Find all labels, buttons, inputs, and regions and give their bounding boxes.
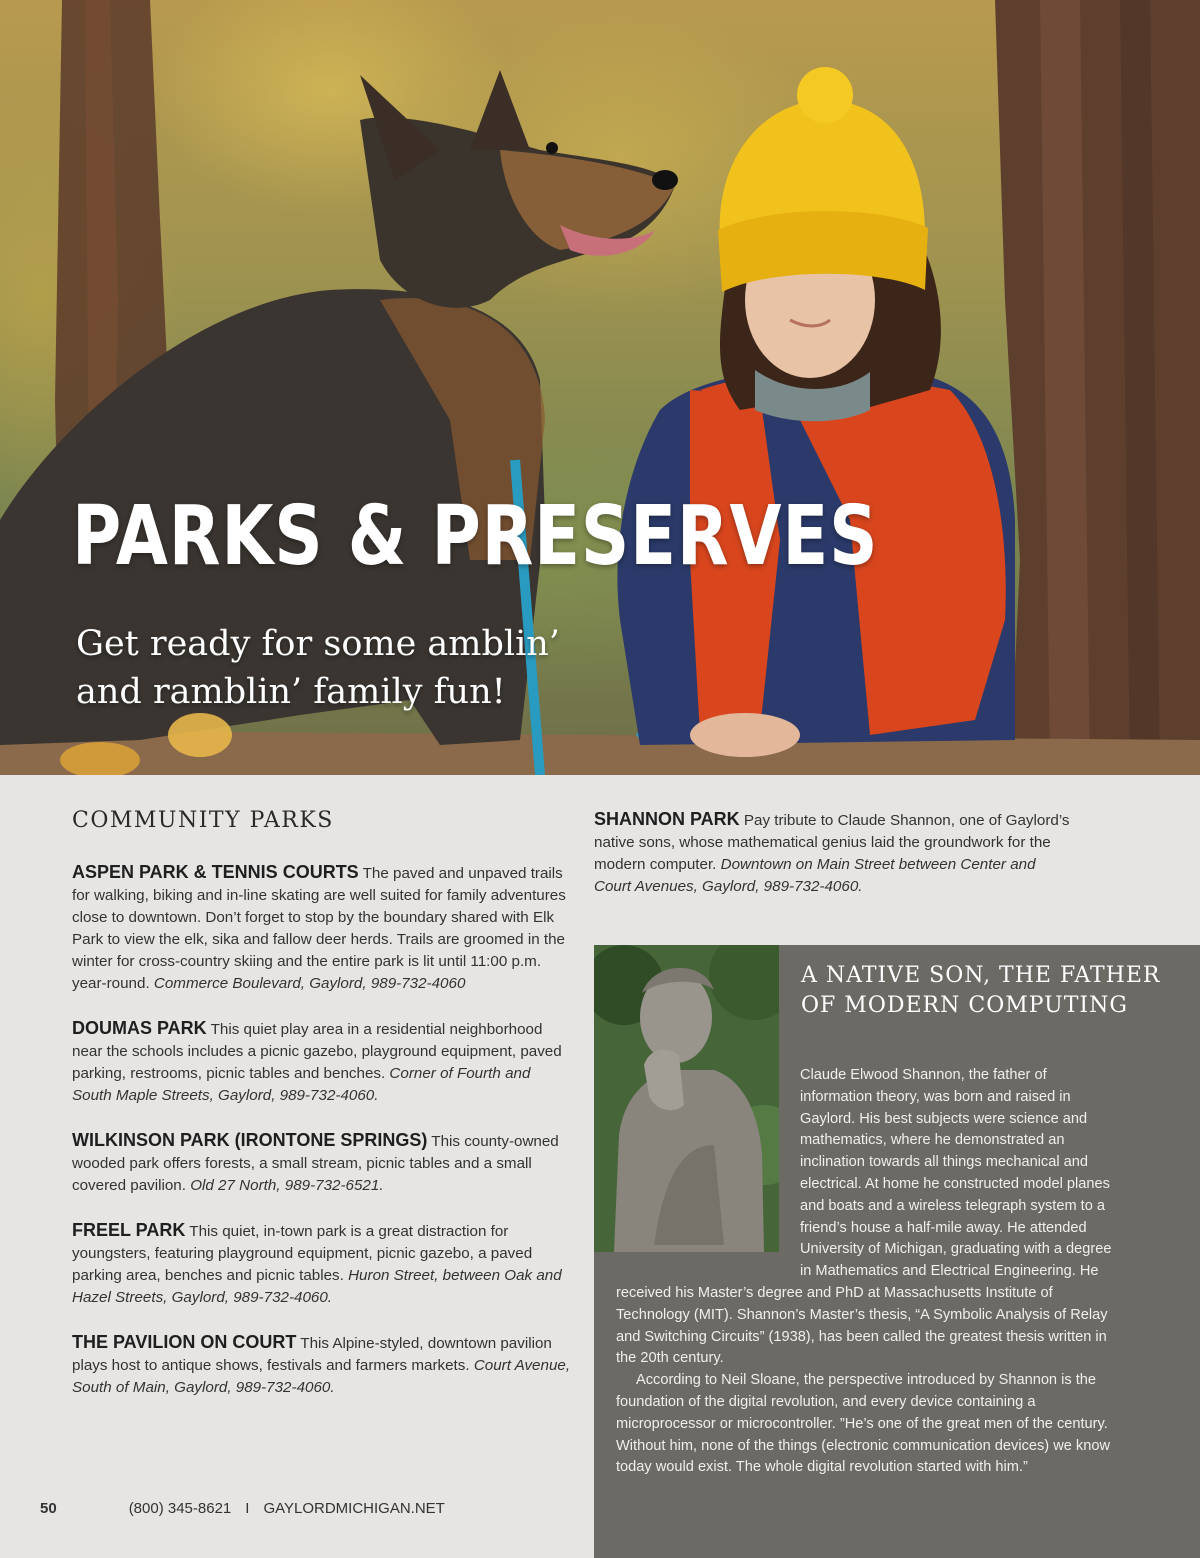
shannon-sidebar [594,945,1200,1558]
park-description: Pay tribute to Claude Shannon, one of Gaylord’s native sons, whose mathematical genius laid the groundwork for the modern computer. [594,812,1070,873]
park-description: This Alpine-styled, downtown pavilion plays host to antique shows, festivals and farmers markets. [72,1335,552,1374]
footer-phone: (800) 345-8621 [128,1500,232,1517]
sidebar-title: A NATIVE SON, THE FATHER OF MODERN COMPUTING [801,963,1161,1018]
park-entry-aspen [72,861,572,995]
park-entry-pavilion [72,1331,572,1399]
sidebar-paragraph-2: According to Neil Sloane, the perspective introduced by Shannon is the foundation of the digital revolution, and every device containing a microprocessor or microcontroller. ”He’s one of the great men of the century. Without him, none of the things (electronic communication devices) we know today would exist. The whole digital revolution started with him.” [616,1372,1110,1476]
park-location: Downtown on Main Street between Center and Court Avenues, Gaylord, 989-732-4060. [594,856,1036,895]
sidebar-paragraph-1: Claude Elwood Shannon, the father of information theory, was born and raised in Gaylord. His best subjects were science and mathematics, where he demonstrated an inclination towards all things mechanical and electrical. At home he constructed model planes and boats and a wireless telegraph system to a friend’s house a half-mile away. He attended University of Michigan, graduating with a degree in Mathematics and Electrical Engineering. He received his Master’s degree and PhD at Massachusetts Institute of Technology (MIT). Shannon’s Master’s thesis, “A Symbolic Analysis of Relay and Switching Circuits” (1938), has been called the greatest thesis written in the 20th century. [616,1067,1112,1367]
page-number: 50 [40,1500,57,1517]
subtitle-line-1: Get ready for some amblin’ [76,624,560,664]
park-entry-shannon [594,808,1074,898]
park-entry-wilkinson [72,1129,572,1197]
park-location: Court Avenue, South of Main, Gaylord, 989-732-4060. [72,1357,571,1396]
subtitle-line-2: and ramblin’ family fun! [76,672,506,712]
park-name: DOUMAS PARK [72,1018,207,1038]
park-description: This county-owned wooded park offers forests, a small stream, picnic tables and a small covered pavilion. [72,1133,559,1194]
community-parks-section [72,808,572,1421]
park-description: This quiet play area in a residential neighborhood near the schools includes a picnic gazebo, playground equipment, paved parking, restrooms, picnic tables and benches. [72,1021,562,1082]
sidebar-body [616,1065,1120,1479]
section-heading: COMMUNITY PARKS [72,808,334,833]
park-name: WILKINSON PARK (IRONTONE SPRINGS) [72,1130,428,1150]
park-location: Huron Street, between Oak and Hazel Streets, Gaylord, 989-732-4060. [72,1267,562,1306]
footer-website: GAYLORDMICHIGAN.NET [263,1500,445,1517]
page-subtitle [76,620,636,716]
park-name: THE PAVILION ON COURT [72,1332,297,1352]
park-location: Commerce Boulevard, Gaylord, 989-732-4060 [153,975,466,992]
park-name: SHANNON PARK [594,809,740,829]
park-location: Corner of Fourth and South Maple Streets, Gaylord, 989-732-4060. [72,1065,531,1104]
park-name: FREEL PARK [72,1220,186,1240]
footer-separator: I [245,1500,250,1517]
page-title: PARKS & PRESERVES [72,489,879,584]
park-entry-doumas [72,1017,572,1107]
park-description: This quiet, in-town park is a great distraction for youngsters, featuring playground equipment, picnic gazebo, a paved parking area, benches and picnic tables. [72,1223,533,1284]
hero-photo [0,0,1200,775]
park-description: The paved and unpaved trails for walking, biking and in-line skating are well suited for family adventures close to downtown. Don’t forget to stop by the boundary shared with Elk Park to view the elk, sika and fallow deer herds. Trails are groomed in the winter for cross-country skiing and the entire park is lit until 11:00 p.m. year-round. [72,865,566,992]
park-location: Old 27 North, 989-732-6521. [190,1177,384,1194]
park-entry-freel [72,1219,572,1309]
park-name: ASPEN PARK & TENNIS COURTS [72,862,359,882]
page-footer [40,1500,580,1517]
